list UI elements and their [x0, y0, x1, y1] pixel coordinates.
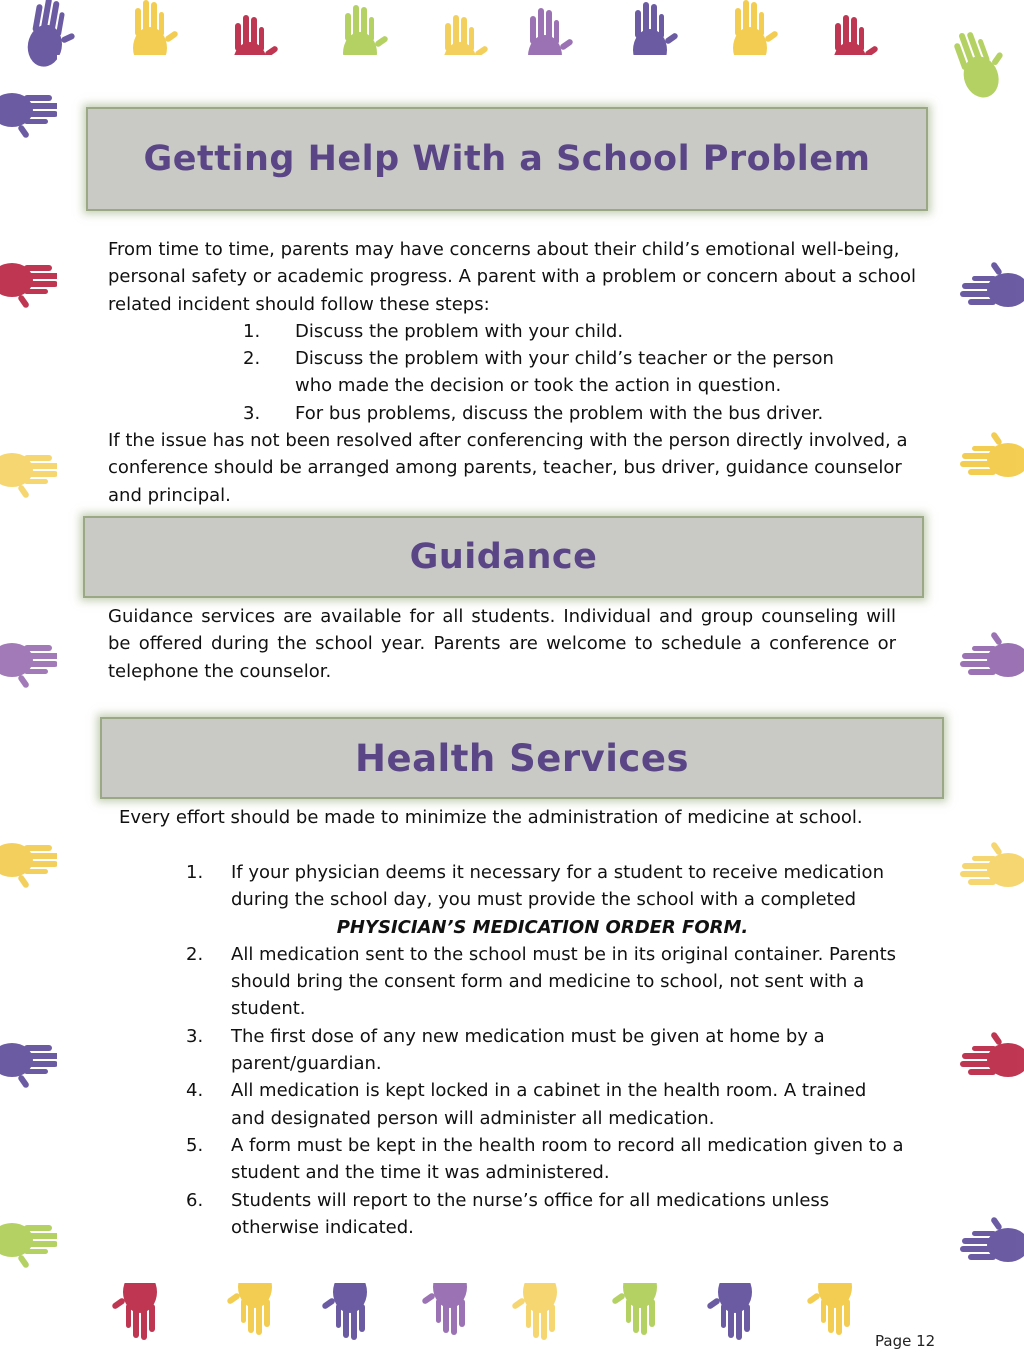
handprint-icon — [0, 843, 60, 889]
school-problem-intro: From time to time, parents may have concerns about their child’s emotional well-being, personal safety or academic progress. A parent with a problem or concern about a school related incident should follow these steps: — [108, 239, 916, 315]
handprint-icon — [949, 22, 1016, 103]
list-text: Students will report to the nurse’s office for all medications unless otherwise indicated. — [231, 1189, 830, 1238]
list-item-body — [231, 859, 914, 941]
page-number: Page 12 — [875, 1332, 936, 1350]
list-item — [186, 1187, 914, 1242]
list-item — [186, 1077, 914, 1132]
handprint-icon — [960, 1216, 1024, 1262]
handprint-icon — [960, 841, 1024, 887]
list-item — [186, 859, 914, 941]
list-number: 6. — [186, 1189, 204, 1211]
list-item — [243, 318, 918, 345]
list-text: If your physician deems it necessary for a student to receive medication during the school day, you must provide the school with a completed — [231, 862, 884, 911]
section-title-school-problem: Getting Help With a School Problem — [143, 139, 871, 179]
list-number: 2. — [186, 943, 204, 965]
school-problem-closing: If the issue has not been resolved after conferencing with the person directly involved, a conference should be arranged among parents, teacher, bus driver, guidance counselor and principal. — [108, 430, 908, 506]
section-banner-guidance — [83, 516, 924, 598]
health-intro: Every effort should be made to minimize the administration of medicine at school. — [119, 807, 863, 828]
list-text: All medication is kept locked in a cabinet in the health room. A trained and designated person will administer all medication. — [231, 1080, 867, 1129]
school-problem-steps — [108, 318, 918, 427]
section-banner-school-problem — [86, 107, 928, 211]
section-banner-health-services — [100, 717, 944, 799]
list-number: 1. — [186, 862, 204, 883]
list-text: All medication sent to the school must be in its original container. Parents should bring the consent form and medicine to school, not sent with a student. — [231, 943, 897, 1020]
list-item — [186, 941, 914, 1023]
list-item — [186, 1132, 914, 1187]
health-list — [186, 859, 914, 1241]
list-text: Discuss the problem with your child. — [295, 320, 624, 342]
list-number: 3. — [243, 402, 261, 424]
handprint-icon — [960, 631, 1024, 677]
handprint-icon — [0, 1223, 60, 1269]
handprint-icon — [0, 643, 60, 689]
list-number: 4. — [186, 1080, 204, 1102]
list-item — [243, 345, 918, 400]
list-text: A form must be kept in the health room to record all medication given to a student and the time it was administered. — [231, 1134, 904, 1184]
handprint-icon — [0, 453, 60, 499]
handprint-icon — [0, 1043, 60, 1089]
guidance-text: Guidance services are available for all students. Individual and group counseling will be offered during the school year. Parents are welcome to schedule a conference or telephone the counselor. — [108, 606, 896, 682]
handprint-icon — [960, 1031, 1024, 1077]
handprint-icon — [0, 93, 60, 139]
list-text: For bus problems, discuss the problem with the bus driver. — [295, 402, 824, 424]
list-number: 1. — [243, 320, 261, 342]
school-problem-text — [108, 236, 918, 509]
section-title-health-services: Health Services — [355, 736, 689, 780]
list-number: 3. — [186, 1025, 204, 1047]
list-number: 5. — [186, 1134, 204, 1156]
list-text: The first dose of any new medication must be given at home by a parent/guardian. — [231, 1025, 825, 1075]
list-item — [186, 1023, 914, 1078]
list-number: 2. — [243, 348, 261, 370]
handprint-icon — [960, 431, 1024, 477]
list-text: Discuss the problem with your child’s teacher or the person who made the decision or took the action in question. — [295, 348, 834, 397]
handprint-icon — [0, 263, 60, 309]
list-item — [243, 400, 918, 427]
handprint-icon — [960, 261, 1024, 307]
medication-form-name: PHYSICIAN’S MEDICATION ORDER FORM. — [336, 916, 749, 938]
section-title-guidance: Guidance — [409, 537, 598, 577]
